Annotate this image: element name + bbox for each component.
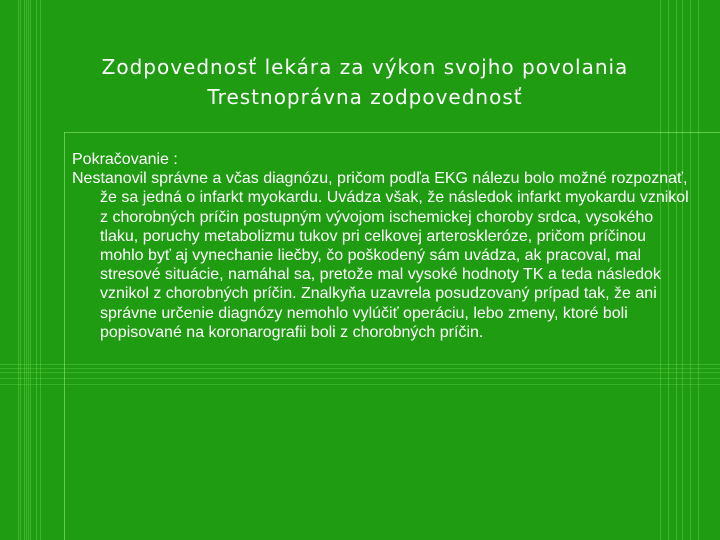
slide-title-line-2: Trestnoprávna zodpovednosť	[207, 85, 523, 109]
content-frame-top-line	[64, 132, 720, 133]
intro-text: Pokračovanie :	[72, 151, 178, 168]
slide-title-line-1: Zodpovednosť lekára za výkon svojho povolania	[101, 55, 629, 79]
slide-body	[72, 150, 692, 342]
body-paragraph: Nestanovil správne a včas diagnózu, pričom podľa EKG nálezu bolo možné rozpoznať, že sa jedná o infarkt myokardu. Uvádza však, že následok infarkt myokardu vznikol z chorobných príčin postupným vývojom ischemickej choroby srdca, vysokého tlaku, poruchy metabolizmu tukov pri celkovej arteroskleróze, pričom príčinou mohlo byť aj vynechanie liečby, čo poškodený sám uvádza, ak pracoval, mal stresové situácie, namáhal sa, pretože mal vysoké hodnoty TK a teda následok vznikol z chorobných príčin. Znalkyňa uzavrela posudzovaný prípad tak, že ani správne určenie diagnózy nemohlo vylúčiť operáciu, lebo zmeny, ktoré boli popisované na koronarografii boli z chorobných príčin.	[72, 170, 689, 341]
slide-title	[20, 52, 710, 112]
content-frame-left-line	[64, 132, 65, 540]
